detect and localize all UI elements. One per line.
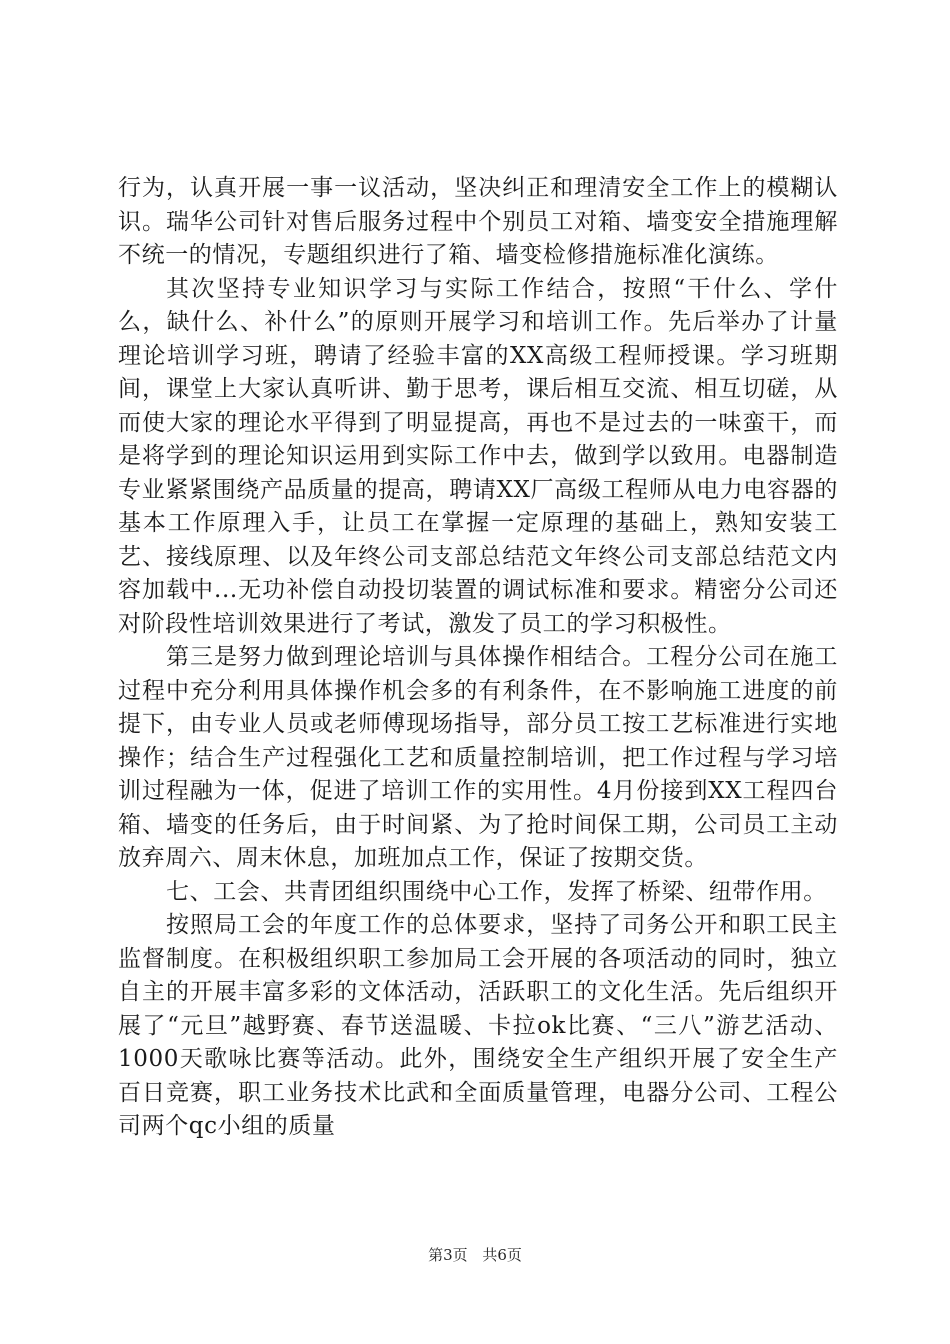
page-total: 共6页 xyxy=(482,1246,522,1264)
paragraph-3: 第三是努力做到理论培训与具体操作相结合。工程分公司在施工过程中充分利用具体操作机会多的有利条件，在不影响施工进度的前提下，由专业人员或老师傅现场指导，部分员工按工艺标准进行实地操作；结合生产过程强化工艺和质量控制培训，把工作过程与学习培训过程融为一体，促进了培训工作的实用性。4月份接到XX工程四台箱、墙变的任务后，由于时间紧、为了抢时间保工期，公司员工主动放弃周六、周末休息，加班加点工作，保证了按期交货。 xyxy=(118,644,838,871)
paragraph-1: 行为，认真开展一事一议活动，坚决纠正和理清安全工作上的模糊认识。瑞华公司针对售后服务过程中个别员工对箱、墙变安全措施理解不统一的情况，专题组织进行了箱、墙变检修措施标准化演练。 xyxy=(118,175,838,268)
paragraph-5: 按照局工会的年度工作的总体要求，坚持了司务公开和职工民主监督制度。在积极组织职工参加局工会开展的各项活动的同时，独立自主的开展丰富多彩的文体活动，活跃职工的文化生活。先后组织开展了“元旦”越野赛、春节送温暖、卡拉ok比赛、“三八”游艺活动、1000天歌咏比赛等活动。此外，围绕安全生产组织开展了安全生产百日竞赛，职工业务技术比武和全面质量管理，电器分公司、工程公司两个qc小组的质量 xyxy=(118,912,838,1139)
paragraph-2: 其次坚持专业知识学习与实际工作结合，按照“干什么、学什么，缺什么、补什么”的原则开展学习和培训工作。先后举办了计量理论培训学习班，聘请了经验丰富的XX高级工程师授课。学习班期间，课堂上大家认真听讲、勤于思考，课后相互交流、相互切磋，从而使大家的理论水平得到了明显提高，再也不是过去的一味蛮干，而是将学到的理论知识运用到实际工作中去，做到学以致用。电器制造专业紧紧围绕产品质量的提高，聘请XX厂高级工程师从电力电容器的基本工作原理入手，让员工在掌握一定原理的基础上，熟知安装工艺、接线原理、以及年终公司支部总结范文年终公司支部总结范文内容加载中...无功补偿自动投切装置的调试标准和要求。精密分公司还对阶段性培训效果进行了考试，激发了员工的学习积极性。 xyxy=(118,275,838,637)
page-number: 第3页 xyxy=(428,1246,468,1264)
paragraph-4-heading: 七、工会、共青团组织围绕中心工作，发挥了桥梁、纽带作用。 xyxy=(166,878,827,905)
document-body xyxy=(118,172,838,1144)
page-footer xyxy=(0,1244,950,1265)
